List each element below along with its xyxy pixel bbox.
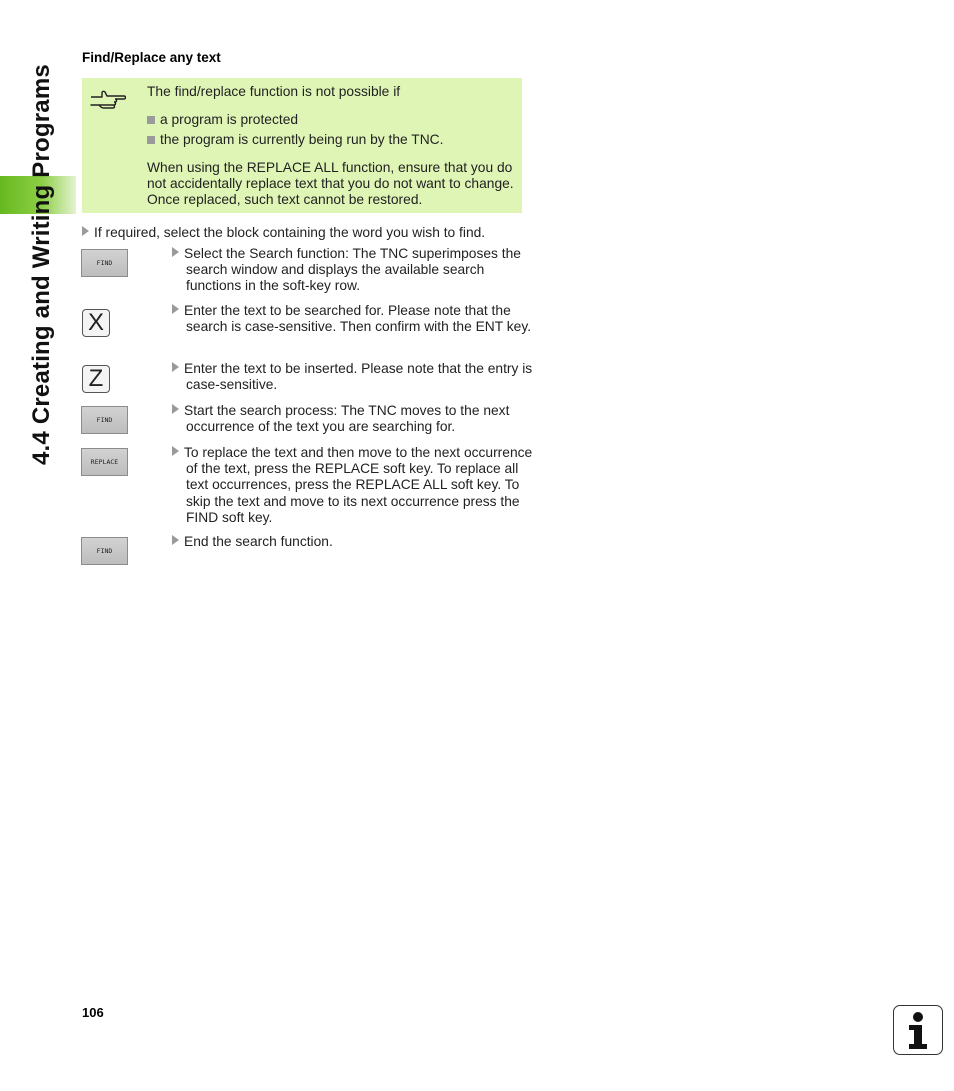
replace-softkey: REPLACE: [81, 448, 128, 476]
note-box: [82, 78, 522, 213]
step-text: Start the search process: The TNC moves to the next occurrence of the text you are searching for.: [172, 403, 538, 435]
note-intro: The find/replace function is not possible if: [147, 84, 401, 99]
step-text: Select the Search function: The TNC superimposes the search window and displays the available search functions in the soft-key row.: [172, 246, 538, 295]
find-softkey: FIND: [81, 537, 128, 565]
arrow-bullet-icon: [172, 247, 179, 257]
info-icon: [893, 1005, 943, 1055]
note-warning: When using the REPLACE ALL function, ensure that you do not accidentally replace text that you do not want to change. Once replaced, such text cannot be restored.: [147, 160, 514, 207]
x-key: X: [82, 309, 110, 337]
find-softkey: FIND: [81, 249, 128, 277]
info-glyph-icon: [894, 1006, 942, 1054]
arrow-bullet-icon: [172, 304, 179, 314]
square-bullet-icon: [147, 116, 155, 124]
arrow-bullet-icon: [172, 362, 179, 372]
chapter-title: 4.4 Creating and Writing Programs: [28, 64, 55, 466]
square-bullet-icon: [147, 136, 155, 144]
section-heading: Find/Replace any text: [82, 50, 221, 65]
step-text: Enter the text to be searched for. Please note that the search is case-sensitive. Then confirm with the ENT key.: [172, 303, 538, 335]
z-key: Z: [82, 365, 110, 393]
instruction-intro: If required, select the block containing the word you wish to find.: [82, 225, 485, 240]
pointing-hand-icon: [90, 88, 126, 112]
step-text: Enter the text to be inserted. Please note that the entry is case-sensitive.: [172, 361, 538, 393]
step-text: End the search function.: [172, 534, 538, 550]
arrow-bullet-icon: [82, 226, 89, 236]
page-number: 106: [82, 1005, 104, 1020]
step-text: To replace the text and then move to the next occurrence of the text, press the REPLACE soft key. To replace all text occurrences, press the REPLACE ALL soft key. To skip the text and move to its next occurrence press the FIND soft key.: [172, 445, 538, 526]
note-list-item: a program is protected: [147, 110, 519, 130]
note-list-item: the program is currently being run by the TNC.: [147, 130, 519, 150]
find-softkey: FIND: [81, 406, 128, 434]
arrow-bullet-icon: [172, 446, 179, 456]
arrow-bullet-icon: [172, 404, 179, 414]
arrow-bullet-icon: [172, 535, 179, 545]
